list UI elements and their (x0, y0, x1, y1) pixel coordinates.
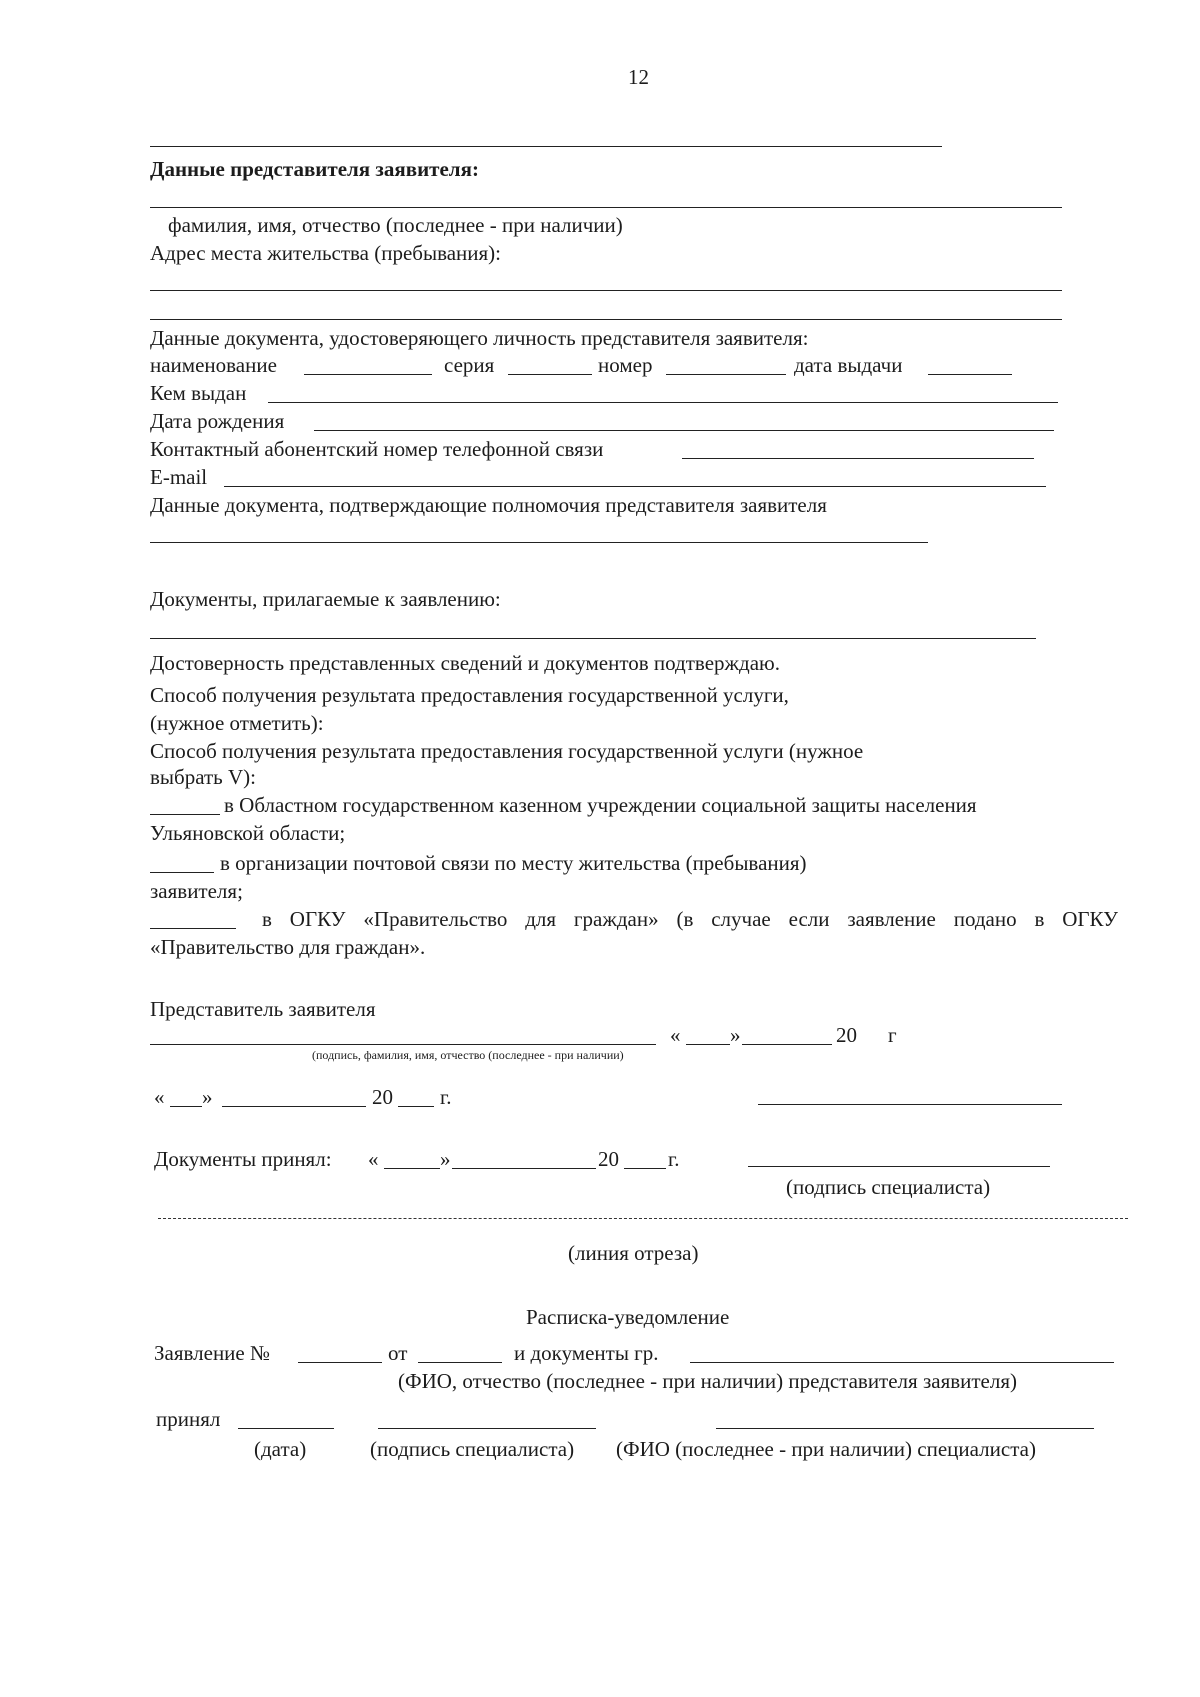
accepted-year-prefix: 20 (598, 1147, 619, 1171)
method1-line2: (нужное отметить): (150, 711, 324, 735)
rep-date-year-prefix: 20 (836, 1023, 857, 1047)
date-caption: (дата) (254, 1437, 307, 1461)
fio-caption: фамилия, имя, отчество (последнее - при наличии) (168, 213, 623, 237)
accepted-quote-open: « (368, 1147, 379, 1171)
specialist-sign-caption: (подпись специалиста) (786, 1175, 991, 1199)
method2-line1: Способ получения результата предоставления государственной услуги (нужное (150, 739, 864, 763)
birth-date-field (314, 430, 1054, 431)
accepted-label: принял (156, 1407, 221, 1431)
date2-year-field (398, 1106, 434, 1107)
issue-date-field (928, 374, 1012, 375)
specialist-fio-caption: (ФИО (последнее - при наличии) специалиста) (616, 1437, 1036, 1461)
rep-sign-field (150, 1044, 656, 1045)
accepted-year-field (624, 1168, 666, 1169)
name-label: наименование (150, 353, 277, 377)
birth-date-label: Дата рождения (150, 409, 285, 433)
address-field-line-2 (150, 319, 1062, 320)
method2-line2: выбрать V): (150, 765, 256, 789)
page-number: 12 (628, 65, 649, 89)
cut-line (158, 1218, 1128, 1219)
option2-line1: в организации почтовой связи по месту жительства (пребывания) (220, 851, 807, 875)
rep-fio-caption: (ФИО, отчество (последнее - при наличии) представителя заявителя) (398, 1369, 1018, 1393)
option3-line1: в ОГКУ «Правительство для граждан» (в случае если заявление подано в ОГКУ (262, 907, 1118, 931)
id-doc-title: Данные документа, удостоверяющего личность представителя заявителя: (150, 326, 809, 350)
rep-date-month-field (742, 1044, 832, 1045)
rep-date-quote-close: » (730, 1023, 741, 1047)
rep-date-quote-open: « (670, 1023, 681, 1047)
issued-by-label: Кем выдан (150, 381, 247, 405)
option1-checkbox-line[interactable] (150, 814, 220, 815)
series-field (508, 374, 592, 375)
accepted-quote-close: » (440, 1147, 451, 1171)
rep-fio-field (690, 1362, 1114, 1363)
option2-checkbox-line[interactable] (150, 872, 214, 873)
rep-date-year-suffix: г (888, 1023, 897, 1047)
attached-docs-field (150, 638, 1036, 639)
issued-by-field (268, 402, 1058, 403)
number-field (666, 374, 786, 375)
receipt-sign-field (378, 1428, 596, 1429)
authority-doc-label: Данные документа, подтверждающие полномочия представителя заявителя (150, 493, 827, 517)
fio-field-line (150, 207, 1062, 208)
address-field-line-1 (150, 290, 1062, 291)
receipt-title: Расписка-уведомление (526, 1305, 730, 1329)
date2-sign-field (758, 1104, 1062, 1105)
name-field (304, 374, 432, 375)
application-no-field (298, 1362, 382, 1363)
email-field (224, 486, 1046, 487)
number-label: номер (598, 353, 653, 377)
date2-year-suffix: г. (440, 1085, 452, 1109)
receipt-specialist-fio-field (716, 1428, 1094, 1429)
method1-line1: Способ получения результата предоставления государственной услуги, (150, 683, 789, 707)
from-label: от (388, 1341, 408, 1365)
cut-line-label: (линия отреза) (568, 1241, 699, 1265)
rep-sign-label: Представитель заявителя (150, 997, 376, 1021)
receipt-date-field (238, 1428, 334, 1429)
specialist-sign-caption-2: (подпись специалиста) (370, 1437, 575, 1461)
rep-heading: Данные представителя заявителя: (150, 157, 479, 181)
attached-docs-label: Документы, прилагаемые к заявлению: (150, 587, 501, 611)
sign-caption: (подпись, фамилия, имя, отчество (последнее - при наличии) (312, 1048, 624, 1062)
application-no-label: Заявление № (154, 1341, 271, 1365)
authority-doc-field (150, 542, 928, 543)
option1-line1: в Областном государственном казенном учреждении социальной защиты населения (224, 793, 977, 817)
accepted-year-suffix: г. (668, 1147, 680, 1171)
email-label: E-mail (150, 465, 208, 489)
accepted-day-field (384, 1168, 440, 1169)
option3-line2: «Правительство для граждан». (150, 935, 426, 959)
date2-year-prefix: 20 (372, 1085, 393, 1109)
series-label: серия (444, 353, 495, 377)
address-label: Адрес места жительства (пребывания): (150, 241, 502, 265)
confirm-text: Достоверность представленных сведений и документов подтверждаю. (150, 651, 780, 675)
from-date-field (418, 1362, 502, 1363)
date2-month-field (222, 1106, 366, 1107)
top-rule (150, 146, 942, 147)
option3-checkbox-line[interactable] (150, 928, 236, 929)
phone-field (682, 458, 1034, 459)
issue-date-label: дата выдачи (794, 353, 903, 377)
accepted-month-field (452, 1168, 596, 1169)
date2-day-field (170, 1106, 202, 1107)
date2-quote-close: » (202, 1085, 213, 1109)
specialist-sign-field (748, 1166, 1050, 1167)
option1-line2: Ульяновской области; (150, 821, 346, 845)
docs-accepted-label: Документы принял: (154, 1147, 332, 1171)
docs-of-label: и документы гр. (514, 1341, 659, 1365)
rep-date-day-field (686, 1044, 730, 1045)
phone-label: Контактный абонентский номер телефонной связи (150, 437, 604, 461)
date2-quote-open: « (154, 1085, 165, 1109)
option2-line2: заявителя; (150, 879, 243, 903)
